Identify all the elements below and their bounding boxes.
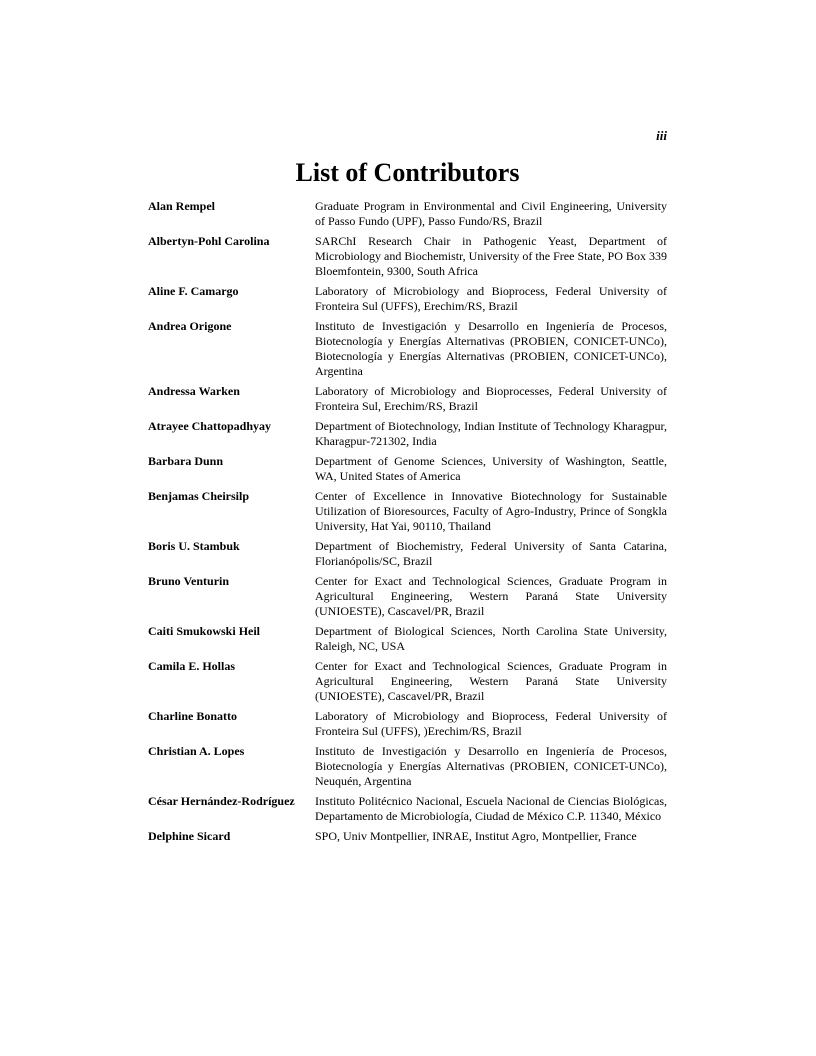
contributors-list — [148, 199, 667, 844]
page-content — [148, 0, 667, 849]
contributor-name: Barbara Dunn — [148, 454, 224, 468]
contributor-entry — [148, 419, 667, 449]
contributor-entry — [148, 659, 667, 704]
contributor-name: Christian A. Lopes — [148, 744, 245, 758]
contributor-entry — [148, 574, 667, 619]
contributor-name: Atrayee Chattopadhyay — [148, 419, 271, 433]
contributor-entry — [148, 794, 667, 824]
contributor-affiliation: Instituto de Investigación y Desarrollo en Ingeniería de Procesos, Biotecnología y Energías Alternativas (PROBIEN, CONICET-UNCo), Neuquén, Argentina — [315, 744, 667, 788]
contributor-name: Boris U. Stambuk — [148, 539, 240, 553]
contributor-entry — [148, 829, 667, 844]
contributor-name: Alan Rempel — [148, 199, 215, 213]
contributor-affiliation: SARChI Research Chair in Pathogenic Yeast, Department of Microbiology and Biochemistr, University of the Free State, PO Box 339 Bloemfontein, 9300, South Africa — [315, 234, 667, 278]
contributor-entry — [148, 709, 667, 739]
contributor-name: Albertyn-Pohl Carolina — [148, 234, 270, 248]
contributor-affiliation: Department of Genome Sciences, University of Washington, Seattle, WA, United States of America — [315, 454, 667, 483]
contributor-entry — [148, 284, 667, 314]
contributor-entry — [148, 454, 667, 484]
contributor-name: Caiti Smukowski Heil — [148, 624, 261, 638]
contributor-entry — [148, 489, 667, 534]
contributor-affiliation: SPO, Univ Montpellier, INRAE, Institut Agro, Montpellier, France — [315, 829, 637, 843]
contributor-entry — [148, 539, 667, 569]
contributor-name: César Hernández-Rodríguez — [148, 794, 295, 808]
contributor-entry — [148, 744, 667, 789]
contributor-name: Charline Bonatto — [148, 709, 238, 723]
contributor-affiliation: Laboratory of Microbiology and Bioprocess, Federal University of Fronteira Sul (UFFS), Erechim/RS, Brazil — [315, 284, 667, 313]
contributor-affiliation: Laboratory of Microbiology and Bioprocess, Federal University of Fronteira Sul (UFFS), )Erechim/RS, Brazil — [315, 709, 667, 738]
contributor-affiliation: Center for Exact and Technological Sciences, Graduate Program in Agricultural Engineering, Western Paraná State University (UNIOESTE), Cascavel/PR, Brazil — [315, 659, 667, 703]
contributor-entry — [148, 624, 667, 654]
page-number: iii — [656, 128, 667, 143]
contributor-name: Delphine Sicard — [148, 829, 231, 843]
contributor-entry — [148, 234, 667, 279]
contributor-affiliation: Laboratory of Microbiology and Bioprocesses, Federal University of Fronteira Sul, Erechim/RS, Brazil — [315, 384, 667, 413]
contributor-affiliation: Department of Biological Sciences, North Carolina State University, Raleigh, NC, USA — [315, 624, 667, 653]
contributor-affiliation: Center for Exact and Technological Sciences, Graduate Program in Agricultural Engineering, Western Paraná State University (UNIOESTE), Cascavel/PR, Brazil — [315, 574, 667, 618]
page-title: List of Contributors — [295, 158, 520, 187]
contributor-affiliation: Graduate Program in Environmental and Civil Engineering, University of Passo Fundo (UPF), Passo Fundo/RS, Brazil — [315, 199, 667, 228]
contributor-name: Camila E. Hollas — [148, 659, 236, 673]
contributor-entry — [148, 384, 667, 414]
contributor-affiliation: Instituto Politécnico Nacional, Escuela Nacional de Ciencias Biológicas, Departamento de Microbiología, Ciudad de México C.P. 11340, México — [315, 794, 667, 823]
contributor-entry — [148, 319, 667, 379]
contributor-name: Andrea Origone — [148, 319, 232, 333]
contributor-name: Benjamas Cheirsilp — [148, 489, 250, 503]
contributor-entry — [148, 199, 667, 229]
contributor-name: Bruno Venturin — [148, 574, 230, 588]
contributor-affiliation: Department of Biotechnology, Indian Institute of Technology Kharagpur, Kharagpur-721302, India — [315, 419, 667, 448]
contributor-name: Aline F. Camargo — [148, 284, 239, 298]
contributor-affiliation: Department of Biochemistry, Federal University of Santa Catarina, Florianópolis/SC, Brazil — [315, 539, 667, 568]
contributor-affiliation: Center of Excellence in Innovative Biotechnology for Sustainable Utilization of Bioresources, Faculty of Agro-Industry, Prince of Songkla University, Hat Yai, 90110, Thailand — [315, 489, 667, 533]
contributor-name: Andressa Warken — [148, 384, 240, 398]
contributor-affiliation: Instituto de Investigación y Desarrollo en Ingeniería de Procesos, Biotecnología y Energías Alternativas (PROBIEN, CONICET-UNCo), Biotecnología y Energías Alternativas (PROBIEN, CONICET-UNCo), Argentina — [315, 319, 667, 378]
